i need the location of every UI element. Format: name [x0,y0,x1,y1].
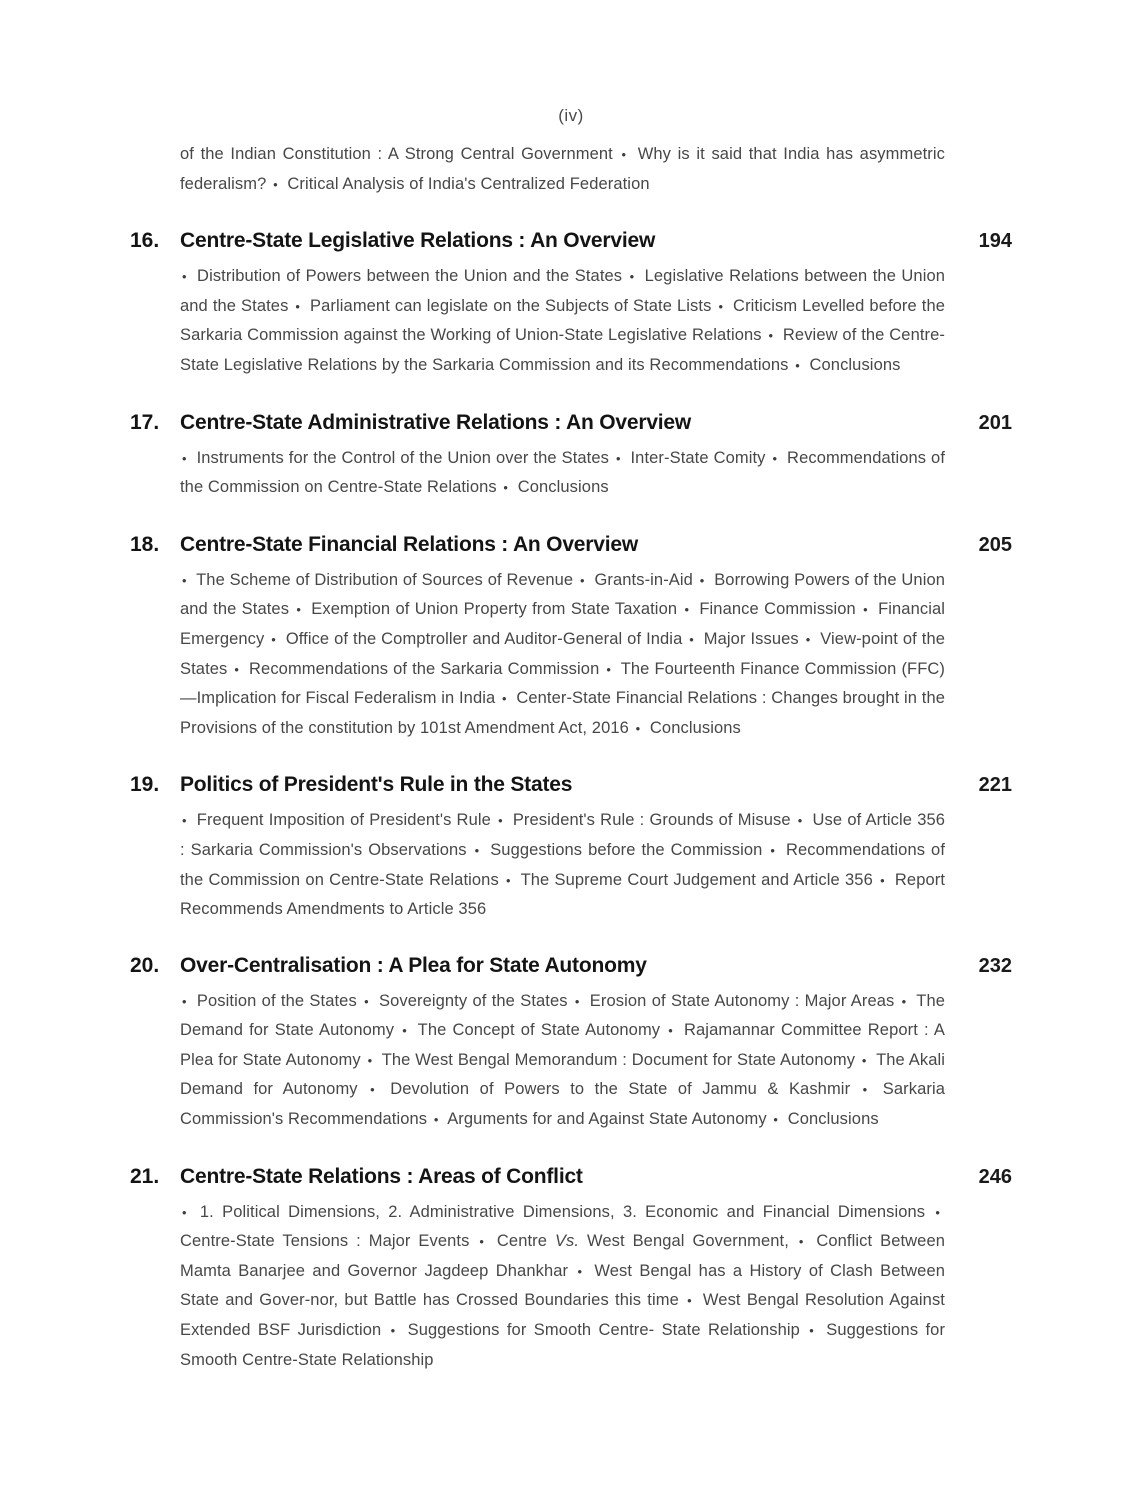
topic-bullet-icon: • [901,993,907,1009]
italic-text: Vs. [554,1232,580,1251]
topic-bullet-icon: • [182,993,187,1009]
toc-entry-heading [130,229,1012,253]
topic-bullet-icon: • [809,1323,814,1339]
topic-bullet-icon: • [182,269,187,285]
toc-entry-heading [130,411,1012,435]
chapter-number: 20. [130,953,160,977]
chapter-topics-paragraph: • The Scheme of Distribution of Sources of Revenue • Grants-in-Aid • Borrowing Powers of the Union and the States • Exemption of Union Property from State Taxation • Finance Commission • Financial Emergency • Office of the Comptroller and Auditor-General of India • Major Issues • View-point of the States • Recommendations of the Sarkaria Commission • The Fourteenth Finance Commission (FFC)—Implication for Fiscal Federalism in India • Center-State Financial Relations : Changes brought in the Provisions of the constitution by 101st Amendment Act, 2016 • Conclusions [180,570,946,737]
topic-bullet-icon: • [699,572,705,588]
topic-bullet-icon: • [234,661,240,677]
topic-bullet-icon: • [687,1293,692,1309]
chapter-number: 21. [130,1164,160,1188]
topic-bullet-icon: • [506,872,511,888]
topic-bullet-icon: • [629,269,635,285]
topic-bullet-icon: • [503,480,509,496]
topic-bullet-icon: • [474,842,480,858]
chapter-page-number: 201 [978,411,1012,434]
chapter-title: Over-Centralisation : A Plea for State Autonomy [180,953,647,977]
topic-bullet-icon: • [580,572,585,588]
topic-bullet-icon: • [295,298,301,314]
topic-bullet-icon: • [296,602,301,618]
chapter-title: Centre-State Legislative Relations : An Overview [180,229,656,253]
chapter-title: Centre-State Administrative Relations : An Overview [180,410,692,434]
topic-bullet-icon: • [880,872,885,888]
chapter-page-number: 205 [978,533,1012,556]
toc-entry-heading [130,533,1012,557]
topic-bullet-icon: • [182,572,187,588]
toc-entry [130,954,1012,1135]
chapter-title: Politics of President's Rule in the States [180,773,573,797]
topic-bullet-icon: • [273,176,278,192]
topic-bullet-icon: • [502,691,507,707]
topic-bullet-icon: • [668,1023,673,1039]
topic-bullet-icon: • [615,450,621,466]
topic-bullet-icon: • [433,1112,439,1128]
toc-entry-heading [130,954,1012,978]
topic-bullet-icon: • [574,993,580,1009]
topic-bullet-icon: • [689,631,694,647]
topic-bullet-icon: • [770,842,776,858]
chapter-title: Centre-State Relations : Areas of Conflict [180,1164,583,1188]
topic-bullet-icon: • [795,357,800,373]
topic-bullet-icon: • [861,1052,867,1068]
toc-entry [130,773,1012,923]
topic-bullet-icon: • [182,813,187,829]
topic-bullet-icon: • [684,602,690,618]
chapter-page-number: 194 [978,230,1012,253]
topic-bullet-icon: • [935,1204,941,1220]
toc-entry [130,411,1012,503]
topic-bullet-icon: • [364,993,369,1009]
chapter-title: Centre-State Financial Relations : An Overview [180,532,638,556]
topic-bullet-icon: • [367,1052,373,1068]
topic-bullet-icon: • [768,328,774,344]
topic-bullet-icon: • [621,147,627,162]
toc-entry-heading [130,773,1012,797]
topic-bullet-icon: • [863,602,868,618]
topic-bullet-icon: • [182,450,187,466]
topic-bullet-icon: • [402,1023,407,1039]
topic-bullet-icon: • [773,1112,779,1128]
topic-bullet-icon: • [606,661,611,677]
page-number-roman: (iv) [558,106,584,125]
topic-text: West Bengal Government, [579,1232,789,1251]
topic-bullet-icon: • [718,298,724,314]
chapter-topics-paragraph: • 1. Political Dimensions, 2. Administrative Dimensions, 3. Economic and Financial Dimensions • Centre-State Tensions : Major Events • Centre Vs. West Bengal Government, • Conflict Between Mamta Banarjee and Governor Jagdeep Dhankhar • West Bengal has a History of Clash Between State and Gover-nor, but Battle has Crossed Boundaries this time • West Bengal Resolution Against Extended BSF Jurisdiction • Suggestions for Smooth Centre- State Relationship • Suggestions for Smooth Centre-State Relationship [180,1202,946,1369]
chapter-number: 19. [130,773,160,797]
topic-bullet-icon: • [182,1204,187,1220]
topic-bullet-icon: • [271,631,276,647]
toc-entry [130,229,1012,380]
toc-entry [130,533,1012,744]
topic-bullet-icon: • [635,720,641,736]
topic-bullet-icon: • [577,1263,583,1279]
toc-entries [130,229,1012,1374]
topic-bullet-icon: • [797,813,803,829]
chapter-page-number: 232 [978,954,1012,977]
topic-bullet-icon: • [772,450,778,466]
intro-continuation-paragraph: of the Indian Constitution : A Strong Central Government • Why is it said that India has asymmetric federalism? • Critical Analysis of India's Centralized Federation [180,145,946,193]
chapter-number: 18. [130,532,160,556]
chapter-number: 17. [130,410,160,434]
toc-entry [130,1165,1012,1375]
chapter-page-number: 246 [978,1165,1012,1188]
chapter-page-number: 221 [978,774,1012,797]
topic-bullet-icon: • [805,631,811,647]
topic-bullet-icon: • [390,1323,396,1339]
topic-bullet-icon: • [370,1082,375,1098]
chapter-topics-paragraph: • Frequent Imposition of President's Rule • President's Rule : Grounds of Misuse • Use of Article 356 : Sarkaria Commission's Observations • Suggestions before the Commission • Recommendations of the Commission on Centre-State Relations • The Supreme Court Judgement and Article 356 • Report Recommends Amendments to Article 356 [180,811,946,919]
topic-bullet-icon: • [498,813,503,829]
chapter-topics-paragraph: • Distribution of Powers between the Union and the States • Legislative Relations between the Union and the States • Parliament can legislate on the Subjects of State Lists • Criticism Levelled before the Sarkaria Commission against the Working of Union-State Legislative Relations • Review of the Centre-State Legislative Relations by the Sarkaria Commission and its Recommendations • Conclusions [180,267,946,374]
topic-bullet-icon: • [798,1234,804,1250]
chapter-topics-paragraph: • Position of the States • Sovereignty of the States • Erosion of State Autonomy : Major Areas • The Demand for State Autonomy • The Concept of State Autonomy • Rajamannar Committee Report : A Plea for State Autonomy • The West Bengal Memorandum : Document for State Autonomy • The Akali Demand for Autonomy • Devolution of Powers to the State of Jammu & Kashmir • Sarkaria Commission's Recommendations • Arguments for and Against State Autonomy • Conclusions [180,991,946,1129]
topic-bullet-icon: • [479,1234,484,1250]
chapter-topics-paragraph: • Instruments for the Control of the Union over the States • Inter-State Comity • Recommendations of the Commission on Centre-State Relations • Conclusions [180,448,946,497]
chapter-number: 16. [130,229,160,253]
topic-text: Centre [496,1232,555,1251]
toc-entry-heading [130,1165,1012,1189]
topic-bullet-icon: • [862,1082,868,1098]
